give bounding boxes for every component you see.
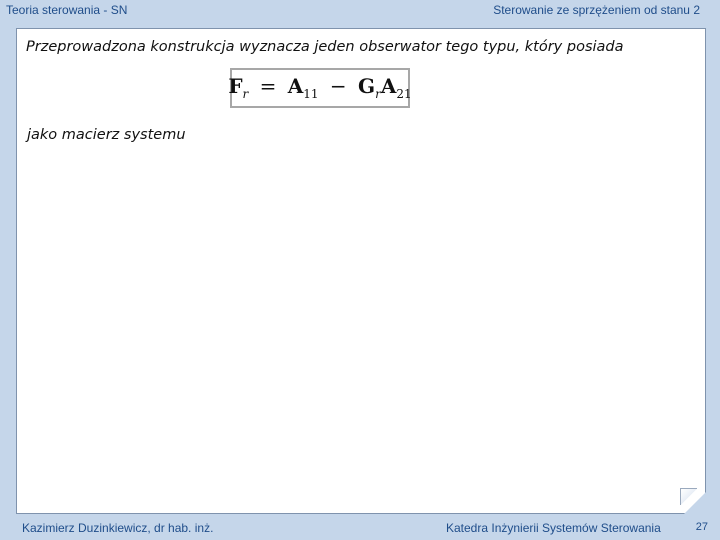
page-curl-fold-icon xyxy=(680,488,697,505)
formula-term1: A xyxy=(287,74,304,98)
formula-term2a: G xyxy=(358,74,376,98)
formula-term1-subscript: 11 xyxy=(303,87,319,101)
formula-term2b: A xyxy=(380,74,397,98)
header-right-title: Sterowanie ze sprzężeniem od stanu 2 xyxy=(493,3,700,17)
header-left-title: Teoria sterowania - SN xyxy=(6,3,128,17)
page-number: 27 xyxy=(695,521,708,533)
formula-minus: − xyxy=(329,74,347,98)
formula-box xyxy=(230,68,410,108)
body-text-line-1: Przeprowadzona konstrukcja wyznacza jeden obserwator tego typu, który posiada xyxy=(26,39,624,55)
formula-lhs: F xyxy=(228,74,243,98)
formula-lhs-subscript: r xyxy=(242,87,249,101)
formula-term2a-subscript: r xyxy=(375,87,381,101)
formula xyxy=(228,76,411,100)
body-text-line-2: jako macierz systemu xyxy=(27,127,186,143)
formula-term2b-subscript: 21 xyxy=(396,87,412,101)
formula-equals: = xyxy=(259,74,277,98)
footer-department: Katedra Inżynierii Systemów Sterowania xyxy=(446,521,661,535)
slide-content-area xyxy=(16,28,706,514)
footer-author: Kazimierz Duzinkiewicz, dr hab. inż. xyxy=(22,521,214,535)
